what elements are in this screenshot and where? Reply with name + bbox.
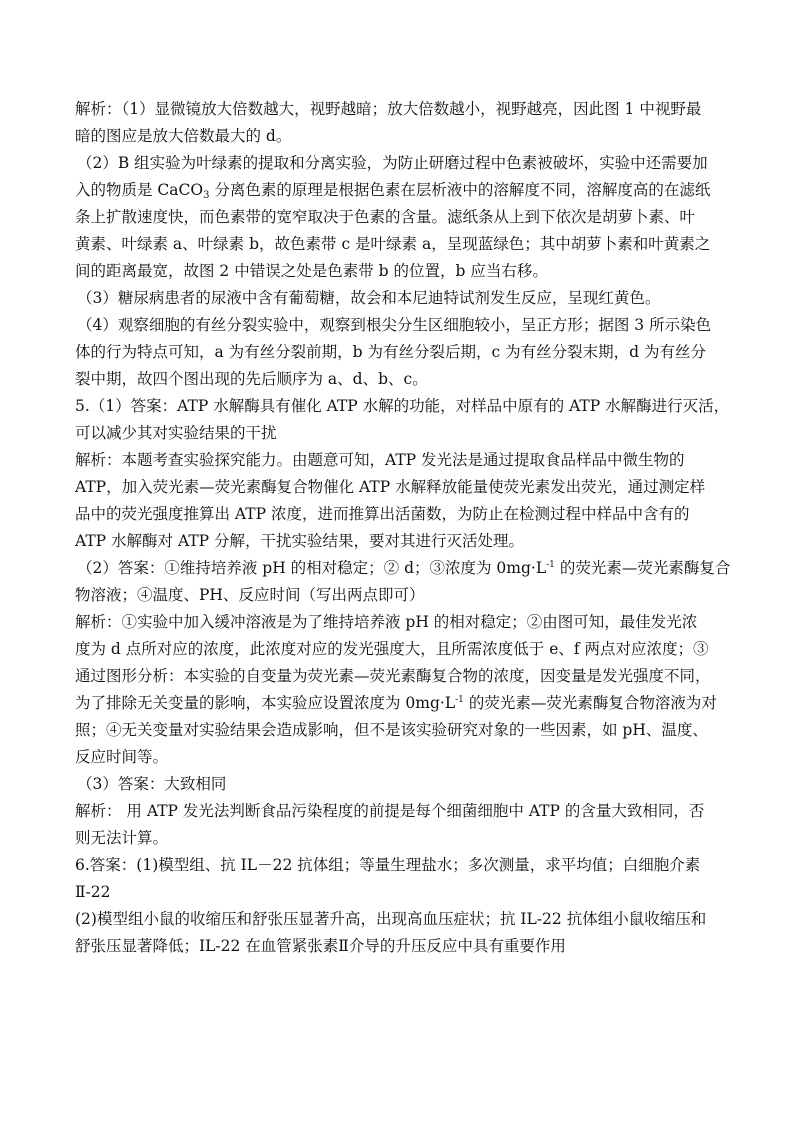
text-line: 照；④无关变量对实验结果会造成影响，但不是该实验研究对象的一些因素，如 pH、温度、 bbox=[75, 721, 708, 739]
document-body bbox=[75, 96, 735, 960]
text-line bbox=[75, 177, 735, 204]
text-line: （3）糖尿病患者的尿液中含有葡萄糖，故会和本尼迪特试剂发生反应，呈现红黄色。 bbox=[77, 289, 661, 307]
text-line: ATP，加入荧光素—荧光素酶复合物催化 ATP 水解释放能量使荧光素发出荧光，通过测定样 bbox=[75, 478, 706, 496]
text-line: 则无法计算。 bbox=[75, 829, 169, 847]
text-line: (2)模型组小鼠的收缩压和舒张压显著升高，出现高血压症状；抗 IL-22 抗体组小鼠收缩压和 bbox=[75, 910, 707, 928]
text-line: 可以减少其对实验结果的干扰 bbox=[75, 424, 277, 442]
text-line: 5.（1）答案：ATP 水解酶具有催化 ATP 水解的功能，对样品中原有的 ATP 水解酶进行灭活， bbox=[75, 397, 730, 415]
text-line bbox=[75, 690, 735, 717]
text-line: 舒张压显著降低；IL-22 在血管紧张素Ⅱ介导的升压反应中具有重要作用 bbox=[75, 937, 566, 955]
text-segment: 的荧光素—荧光素酶复合物溶液为对 bbox=[463, 694, 717, 712]
text-line: 品中的荧光强度推算出 ATP 浓度，进而推算出活菌数，为防止在检测过程中样品中含有的 bbox=[75, 505, 690, 523]
text-line: 解析：本题考查实验探究能力。由题意可知，ATP 发光法是通过提取食品样品中微生物的 bbox=[75, 451, 685, 469]
text-segment: 入的物质是 CaCO bbox=[75, 181, 204, 199]
text-line: 反应时间等。 bbox=[75, 748, 169, 766]
text-line: （2）B 组实验为叶绿素的提取和分离实验，为防止研磨过程中色素被破坏，实验中还需要加 bbox=[77, 154, 708, 172]
text-segment: （2）答案：①维持培养液 pH 的相对稳定；② d；③浓度为 0mg·L bbox=[77, 559, 547, 577]
subscript: 3 bbox=[203, 190, 210, 201]
text-line: 暗的图应是放大倍数最大的 d。 bbox=[75, 127, 292, 145]
text-segment: 分离色素的原理是根据色素在层析液中的溶解度不同，溶解度高的在滤纸 bbox=[209, 181, 711, 199]
text-line bbox=[75, 555, 735, 582]
text-line: 体的行为特点可知，a 为有丝分裂前期，b 为有丝分裂后期，c 为有丝分裂末期，d 为有丝分 bbox=[75, 343, 706, 361]
text-segment: 的荧光素—荧光素酶复合 bbox=[554, 559, 731, 577]
text-line: 物溶液；④温度、PH、反应时间（写出两点即可） bbox=[75, 586, 425, 604]
superscript: -1 bbox=[455, 695, 464, 705]
text-line: （3）答案：大致相同 bbox=[77, 775, 227, 793]
text-line: 解析：（1）显微镜放大倍数越大，视野越暗；放大倍数越小，视野越亮，因此图 1 中视野最 bbox=[75, 100, 702, 118]
text-line: Ⅱ-22 bbox=[75, 883, 111, 901]
text-line: ATP 水解酶对 ATP 分解，干扰实验结果，要对其进行灭活处理。 bbox=[75, 532, 525, 550]
text-line: （4）观察细胞的有丝分裂实验中，观察到根尖分生区细胞较小，呈正方形；据图 3 所示染色 bbox=[77, 316, 712, 334]
text-line: 条上扩散速度快，而色素带的宽窄取决于色素的含量。滤纸条从上到下依次是胡萝卜素、叶 bbox=[75, 208, 696, 226]
text-line: 6.答案：(1)模型组、抗 IL－22 抗体组；等量生理盐水；多次测量，求平均值；白细胞介素 bbox=[75, 856, 701, 874]
text-line: 解析：①实验中加入缓冲溶液是为了维持培养液 pH 的相对稳定；②由图可知，最佳发光浓 bbox=[75, 613, 698, 631]
text-segment: 为了排除无关变量的影响，本实验应设置浓度为 0mg·L bbox=[75, 694, 456, 712]
text-line: 解析： 用 ATP 发光法判断食品污染程度的前提是每个细菌细胞中 ATP 的含量大致相同，否 bbox=[75, 802, 705, 820]
text-line: 度为 d 点所对应的浓度，此浓度对应的发光强度大，且所需浓度低于 e、f 两点对应浓度；③ bbox=[75, 640, 709, 658]
text-line: 裂中期，故四个图出现的先后顺序为 a、d、b、c。 bbox=[75, 370, 428, 388]
text-line: 通过图形分析：本实验的自变量为荧光素—荧光素酶复合物的浓度，因变量是发光强度不同， bbox=[75, 667, 711, 685]
superscript: -1 bbox=[546, 560, 555, 570]
text-line: 黄素、叶绿素 a、叶绿素 b，故色素带 c 是叶绿素 a，呈现蓝绿色；其中胡萝卜素和叶黄素之 bbox=[75, 235, 711, 253]
text-line: 间的距离最宽，故图 2 中错误之处是色素带 b 的位置，b 应当右移。 bbox=[75, 262, 548, 280]
